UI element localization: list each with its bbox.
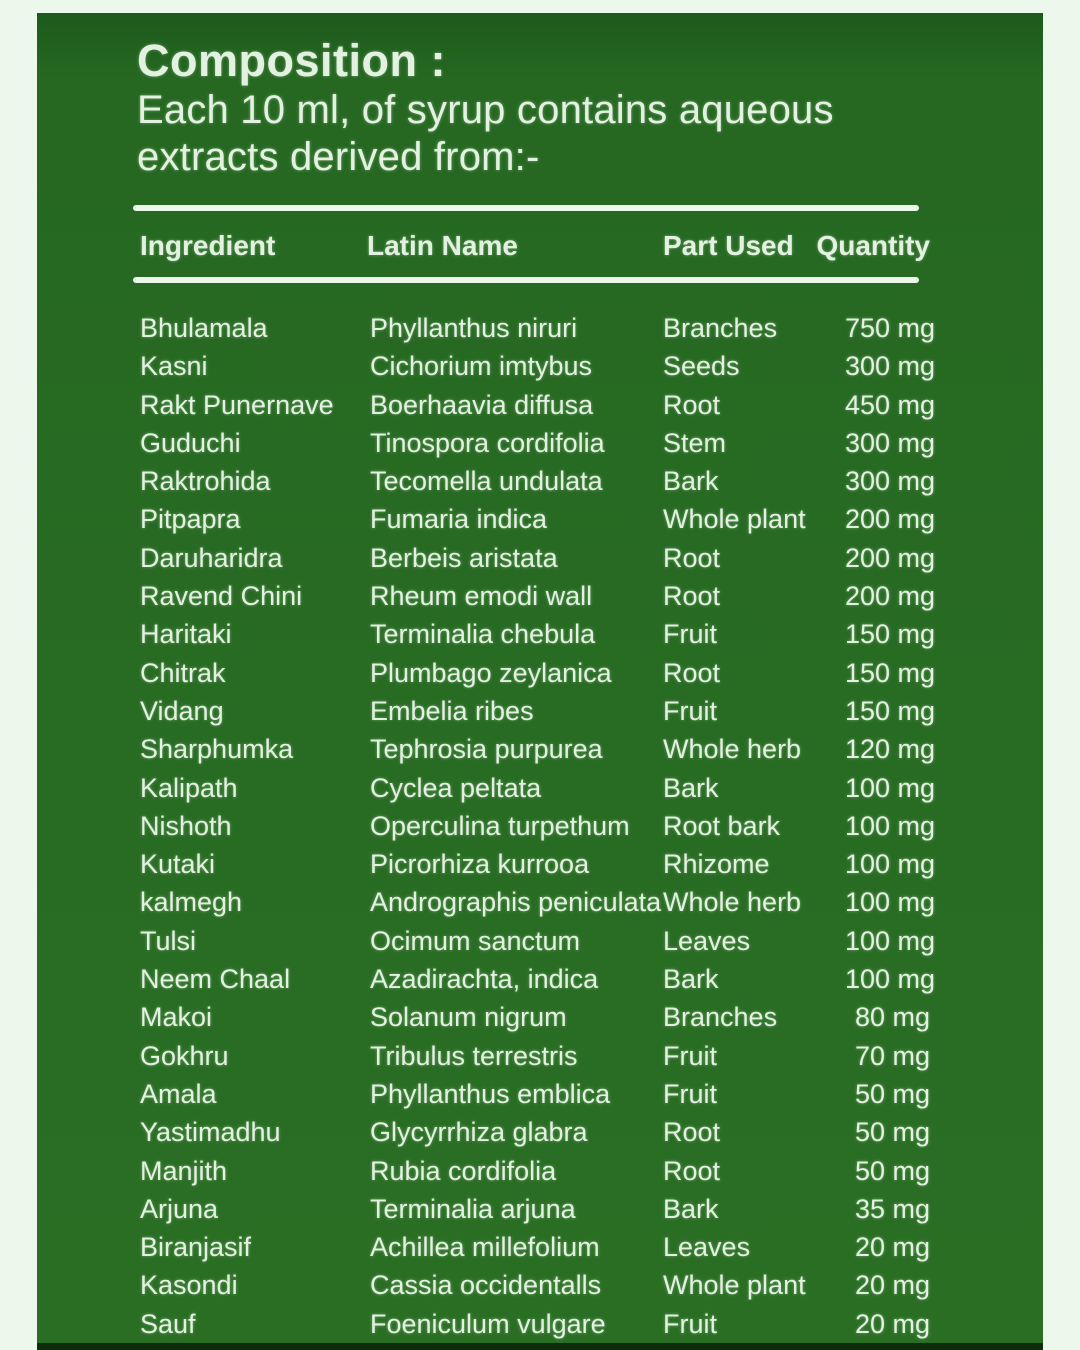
cell-ingredient: Kutaki	[140, 849, 216, 880]
table-row	[140, 424, 936, 462]
table-row	[140, 769, 936, 807]
cell-ingredient: Kasondi	[140, 1270, 238, 1301]
table-row	[140, 692, 936, 730]
table-row	[140, 577, 936, 615]
cell-latin-name: Berbeis aristata	[370, 542, 558, 573]
cell-quantity: 50 mg	[854, 1117, 930, 1148]
cell-part-used: Root bark	[663, 810, 781, 841]
cell-quantity: 100 mg	[845, 964, 936, 995]
cell-ingredient: Amala	[140, 1078, 217, 1109]
cell-part-used: Whole plant	[663, 504, 806, 535]
cell-part-used: Whole herb	[663, 734, 802, 765]
cell-latin-name: Phyllanthus emblica	[370, 1078, 611, 1109]
table-body	[140, 309, 936, 1343]
cell-quantity: 150 mg	[845, 657, 936, 688]
cell-ingredient: Sharphumka	[140, 734, 294, 765]
cell-quantity: 300 mg	[845, 427, 936, 458]
cell-ingredient: Kalipath	[140, 772, 238, 803]
cell-latin-name: Andrographis peniculata	[370, 887, 662, 918]
cell-part-used: Fruit	[663, 1078, 717, 1109]
cell-latin-name: Rheum emodi wall	[370, 581, 593, 612]
table-row	[140, 500, 936, 538]
cell-latin-name: Tecomella undulata	[370, 466, 603, 497]
cell-part-used: Root	[663, 389, 721, 420]
table-row	[140, 1113, 930, 1151]
cell-ingredient: Kasni	[140, 351, 208, 382]
cell-latin-name: Achillea millefolium	[370, 1232, 600, 1263]
cell-quantity: 20 mg	[854, 1308, 930, 1339]
table-row	[140, 998, 930, 1036]
cell-latin-name: Terminalia arjuna	[370, 1193, 576, 1224]
cell-part-used: Fruit	[663, 619, 717, 650]
table-row	[140, 922, 936, 960]
cell-part-used: Fruit	[663, 1040, 717, 1071]
table-row	[140, 539, 936, 577]
cell-part-used: Bark	[663, 466, 719, 497]
divider-header	[133, 277, 919, 283]
subtitle-line2: extracts derived from:-	[137, 135, 540, 179]
cell-part-used: Fruit	[663, 695, 717, 726]
table-row	[140, 654, 936, 692]
cell-ingredient: Rakt Punernave	[140, 389, 334, 420]
table-row	[140, 1228, 930, 1266]
cell-ingredient: Neem Chaal	[140, 964, 291, 995]
cell-ingredient: Nishoth	[140, 810, 232, 841]
cell-part-used: Branches	[663, 1002, 778, 1033]
cell-ingredient: Raktrohida	[140, 466, 271, 497]
cell-quantity: 50 mg	[854, 1155, 930, 1186]
cell-quantity: 300 mg	[845, 351, 936, 382]
table-row	[140, 730, 936, 768]
cell-part-used: Seeds	[663, 351, 740, 382]
cell-part-used: Bark	[663, 772, 719, 803]
cell-quantity: 100 mg	[845, 810, 936, 841]
cell-ingredient: Gokhru	[140, 1040, 229, 1071]
cell-latin-name: Ocimum sanctum	[370, 925, 581, 956]
cell-part-used: Branches	[663, 313, 778, 343]
composition-panel	[37, 13, 1043, 1350]
table-row	[140, 845, 936, 883]
cell-quantity: 100 mg	[845, 849, 936, 880]
table-row	[140, 615, 936, 653]
cell-ingredient: Bhulamala	[140, 313, 268, 343]
cell-latin-name: Tinospora cordifolia	[370, 427, 605, 458]
cell-part-used: Stem	[663, 427, 727, 458]
cell-ingredient: Vidang	[140, 695, 224, 726]
cell-quantity: 70 mg	[854, 1040, 930, 1071]
cell-quantity: 120 mg	[845, 734, 936, 765]
cell-ingredient: kalmegh	[140, 887, 243, 918]
cell-latin-name: Embelia ribes	[370, 695, 534, 726]
cell-part-used: Whole herb	[663, 887, 802, 918]
cell-latin-name: Glycyrrhiza glabra	[370, 1117, 588, 1148]
table-row	[140, 1037, 930, 1075]
cell-ingredient: Haritaki	[140, 619, 232, 650]
table-row	[140, 807, 936, 845]
cell-latin-name: Foeniculum vulgare	[370, 1308, 606, 1339]
cell-latin-name: Phyllanthus niruri	[370, 313, 578, 343]
cell-latin-name: Operculina turpethum	[370, 810, 630, 841]
table-row	[140, 1305, 930, 1343]
cell-quantity: 80 mg	[854, 1002, 930, 1033]
cell-quantity: 100 mg	[845, 925, 936, 956]
cell-ingredient: Sauf	[140, 1308, 196, 1339]
cell-part-used: Root	[663, 581, 721, 612]
cell-part-used: Leaves	[663, 925, 751, 956]
cell-quantity: 750 mg	[845, 313, 936, 343]
cell-quantity: 200 mg	[845, 504, 936, 535]
subtitle-line1: Each 10 ml, of syrup contains aqueous	[137, 88, 834, 132]
cell-part-used: Root	[663, 542, 721, 573]
cell-latin-name: Cichorium imtybus	[370, 351, 593, 382]
divider-top	[133, 205, 919, 211]
cell-quantity: 100 mg	[845, 772, 936, 803]
cell-quantity: 150 mg	[845, 695, 936, 726]
cell-part-used: Bark	[663, 964, 719, 995]
table-row	[140, 1075, 930, 1113]
cell-ingredient: Pitpapra	[140, 504, 241, 535]
cell-latin-name: Fumaria indica	[370, 504, 548, 535]
table-row	[140, 960, 936, 998]
cell-quantity: 300 mg	[845, 466, 936, 497]
cell-quantity: 20 mg	[854, 1232, 930, 1263]
cell-part-used: Rhizome	[663, 849, 770, 880]
section-title: Composition :	[137, 35, 446, 86]
table-row	[140, 1266, 930, 1304]
cell-quantity: 20 mg	[854, 1270, 930, 1301]
cell-quantity: 35 mg	[854, 1193, 930, 1224]
table-row	[140, 386, 936, 424]
cell-latin-name: Boerhaavia diffusa	[370, 389, 594, 420]
table-row	[140, 462, 936, 500]
cell-ingredient: Ravend Chini	[140, 581, 303, 612]
column-header-quantity: Quantity	[816, 230, 930, 261]
cell-part-used: Bark	[663, 1193, 719, 1224]
cell-part-used: Root	[663, 657, 721, 688]
cell-latin-name: Cyclea peltata	[370, 772, 542, 803]
cell-part-used: Fruit	[663, 1308, 717, 1339]
cell-latin-name: Cassia occidentalls	[370, 1270, 602, 1301]
cell-quantity: 200 mg	[845, 542, 936, 573]
cell-latin-name: Azadirachta, indica	[370, 964, 599, 995]
cell-ingredient: Makoi	[140, 1002, 213, 1033]
column-header-part-used: Part Used	[663, 230, 794, 261]
cell-quantity: 50 mg	[854, 1078, 930, 1109]
cell-ingredient: Manjith	[140, 1155, 228, 1186]
cell-ingredient: Tulsi	[140, 925, 197, 956]
cell-latin-name: Tribulus terrestris	[370, 1040, 578, 1071]
table-header	[140, 230, 930, 262]
table-row	[140, 1190, 930, 1228]
cell-part-used: Leaves	[663, 1232, 751, 1263]
cell-quantity: 450 mg	[845, 389, 936, 420]
cell-ingredient: Arjuna	[140, 1193, 219, 1224]
cell-part-used: Whole plant	[663, 1270, 806, 1301]
table-row	[140, 883, 936, 921]
cell-quantity: 200 mg	[845, 581, 936, 612]
cell-ingredient: Guduchi	[140, 427, 241, 458]
cell-ingredient: Chitrak	[140, 657, 226, 688]
cell-latin-name: Rubia cordifolia	[370, 1155, 557, 1186]
cell-latin-name: Tephrosia purpurea	[370, 734, 603, 765]
cell-latin-name: Solanum nigrum	[370, 1002, 567, 1033]
cell-part-used: Root	[663, 1117, 721, 1148]
table-row	[140, 1152, 930, 1190]
cell-latin-name: Plumbago zeylanica	[370, 657, 612, 688]
column-header-ingredient: Ingredient	[140, 230, 276, 261]
cell-ingredient: Biranjasif	[140, 1232, 252, 1263]
cell-ingredient: Daruharidra	[140, 542, 283, 573]
cell-quantity: 150 mg	[845, 619, 936, 650]
table-row	[140, 347, 936, 385]
cell-latin-name: Terminalia chebula	[370, 619, 596, 650]
cell-latin-name: Picrorhiza kurrooa	[370, 849, 590, 880]
cell-part-used: Root	[663, 1155, 721, 1186]
bottom-edge	[37, 1343, 1043, 1350]
table-row	[140, 309, 936, 347]
cell-ingredient: Yastimadhu	[140, 1117, 281, 1148]
column-header-latin-name: Latin Name	[367, 230, 518, 261]
cell-quantity: 100 mg	[845, 887, 936, 918]
